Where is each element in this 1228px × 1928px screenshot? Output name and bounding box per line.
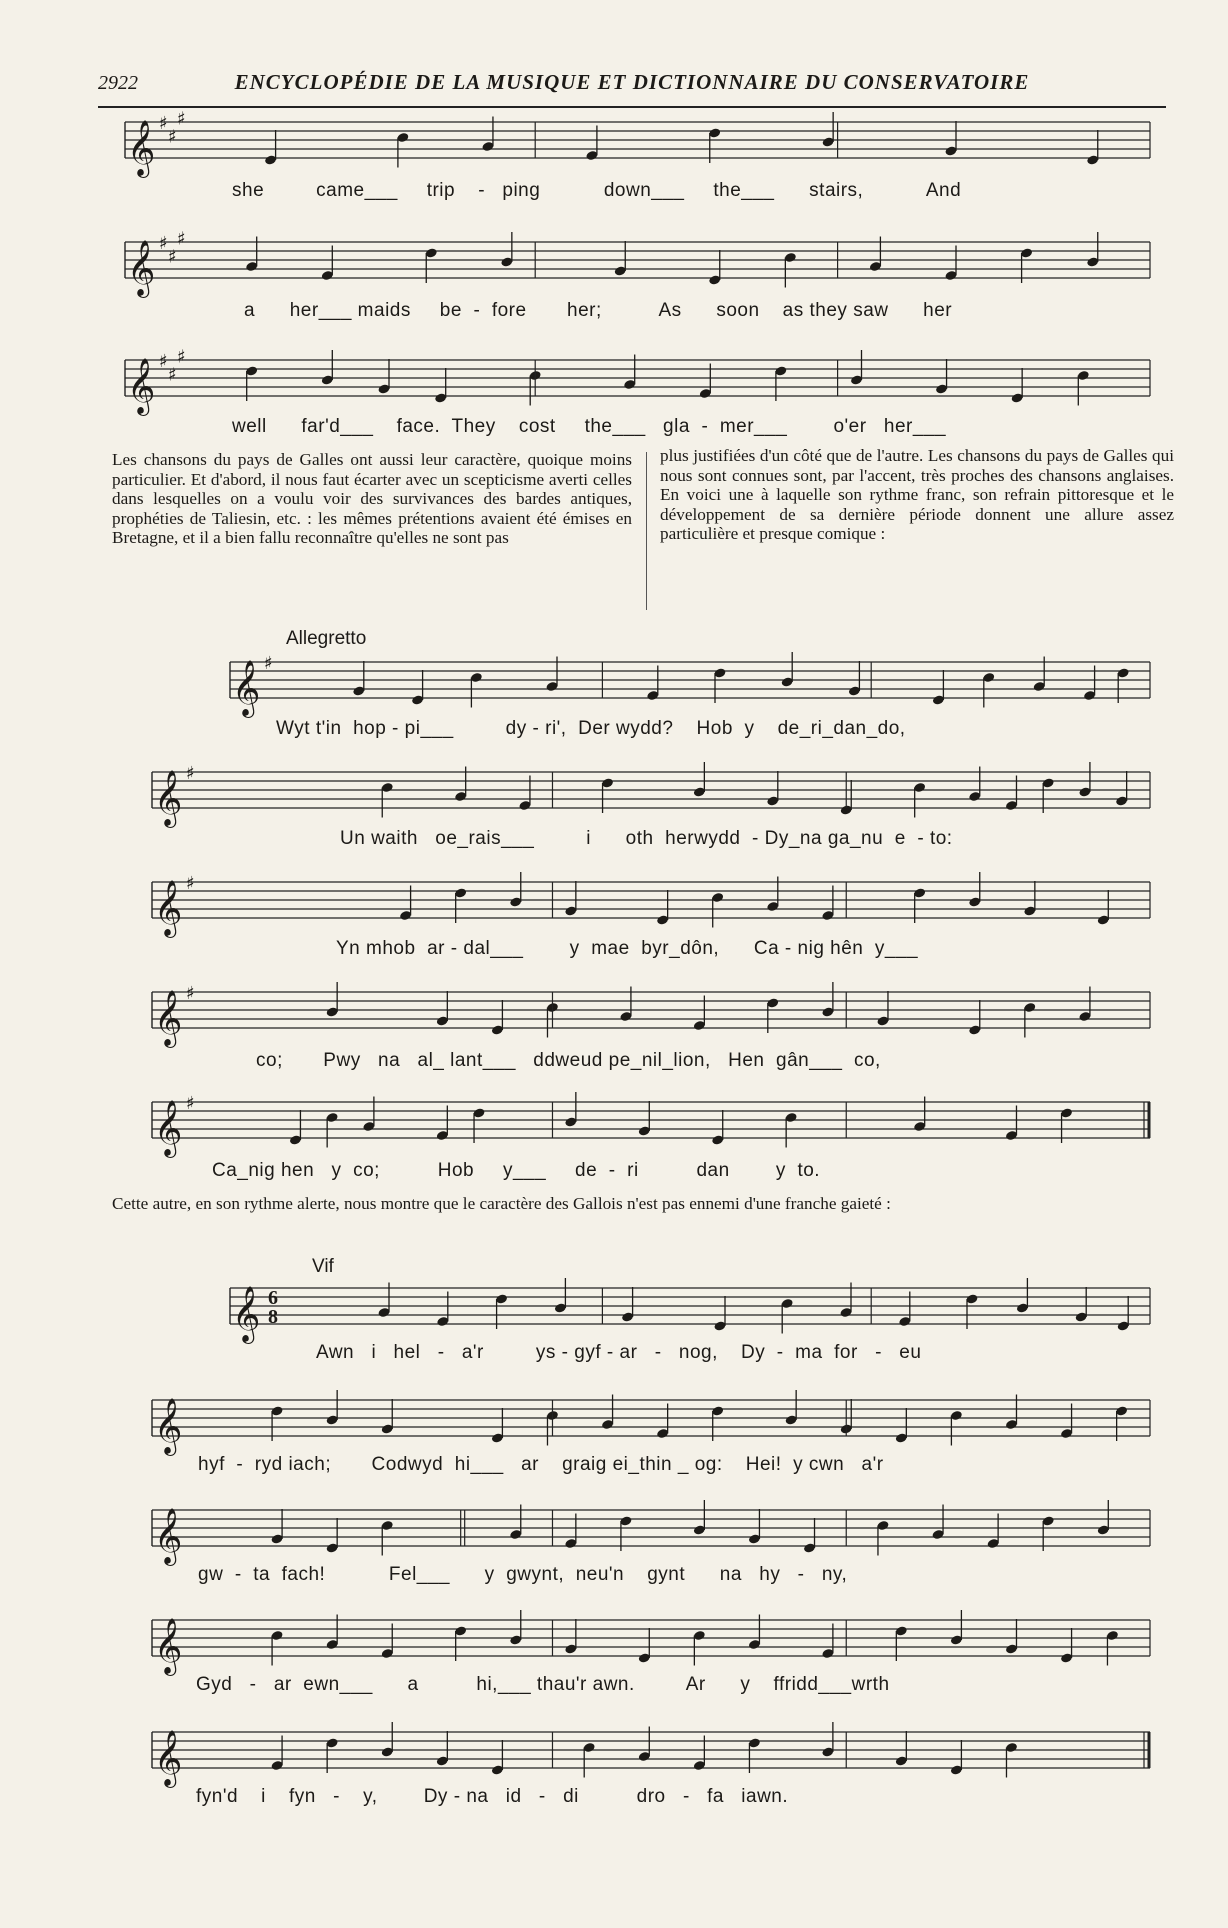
column-divider (646, 452, 647, 610)
svg-text:♯: ♯ (186, 763, 195, 784)
music-system (152, 872, 1150, 936)
staff-graphic (152, 1092, 1150, 1156)
svg-text:𝄞: 𝄞 (154, 770, 183, 826)
staff-graphic (125, 228, 1150, 296)
staff-graphic (230, 652, 1150, 716)
page-number: 2922 (98, 72, 138, 94)
svg-text:6: 6 (268, 1287, 278, 1309)
svg-text:𝄞: 𝄞 (154, 1618, 183, 1674)
music-system (152, 982, 1150, 1046)
lyrics-line: fyn'd i fyn - y, Dy - na id - di dro - fa iawn. (196, 1786, 789, 1807)
svg-text:♯: ♯ (159, 113, 168, 134)
page-header (98, 70, 1166, 108)
svg-text:𝄞: 𝄞 (232, 660, 261, 716)
lyrics-line: hyf - ryd iach; Codwyd hi___ ar graig ei_thin _ og: Hei! y cwn a'r (198, 1454, 884, 1475)
staff-graphic (152, 1390, 1150, 1454)
staff-graphic (230, 1278, 1150, 1342)
staff-graphic (152, 982, 1150, 1046)
svg-text:♯: ♯ (264, 653, 273, 674)
lyrics-line: Un waith oe_rais___ i oth herwydd - Dy_na ga_nu e - to: (340, 828, 953, 849)
music-system (152, 1610, 1150, 1674)
music-system (230, 1278, 1150, 1342)
svg-text:𝄞: 𝄞 (154, 1398, 183, 1454)
paragraph-middle: Cette autre, en son rythme alerte, nous montre que le caractère des Gallois n'est pas ennemi d'une franche gaieté : (112, 1194, 891, 1213)
music-system (125, 108, 1150, 176)
svg-text:𝄞: 𝄞 (154, 1508, 183, 1564)
music-system (152, 1722, 1150, 1786)
lyrics-line: Wyt t'in hop - pi___ dy - ri', Der wydd? Hob y de_ri_dan_do, (276, 718, 906, 739)
svg-text:𝄞: 𝄞 (154, 1100, 183, 1156)
svg-text:8: 8 (268, 1306, 278, 1328)
lyrics-line: she came___ trip - ping down___ the___ stairs, And (232, 180, 962, 201)
music-system (152, 1092, 1150, 1156)
svg-text:♯: ♯ (177, 108, 186, 130)
svg-text:♯: ♯ (168, 246, 177, 268)
tempo-marking: Vif (312, 1256, 334, 1277)
lyrics-line: well far'd___ face. They cost the___ gla - mer___ o'er her___ (232, 416, 947, 437)
staff-graphic (125, 108, 1150, 176)
svg-text:♯: ♯ (186, 983, 195, 1004)
svg-text:𝄞: 𝄞 (127, 358, 156, 414)
lyrics-line: co; Pwy na al_ lant___ ddweud pe_nil_lion, Hen gân___ co, (256, 1050, 881, 1071)
music-system (125, 346, 1150, 414)
svg-text:♯: ♯ (159, 351, 168, 372)
staff-graphic (125, 346, 1150, 414)
svg-text:♯: ♯ (159, 233, 168, 254)
lyrics-line: Yn mhob ar - dal___ y mae byr_dôn, Ca - nig hên y___ (336, 938, 919, 959)
staff-graphic (152, 762, 1150, 826)
svg-text:𝄞: 𝄞 (154, 990, 183, 1046)
svg-text:♯: ♯ (168, 126, 177, 148)
staff-graphic (152, 1610, 1150, 1674)
paragraph-left: Les chansons du pays de Galles ont aussi leur caractère, quoique moins particulier. Et d'abord, il nous faut écarter avec un scepticisme averti celles dans lesquelles on a voulu voir des survivances des bardes antiques, prophéties de Taliesin, etc. : les mêmes prétentions avaient été émises en Bretagne, et il a bien fallu reconnaître qu'elles ne sont pas (112, 450, 632, 548)
music-system (152, 762, 1150, 826)
svg-text:♯: ♯ (177, 346, 186, 368)
svg-text:♯: ♯ (186, 1093, 195, 1114)
staff-graphic (152, 872, 1150, 936)
svg-text:𝄞: 𝄞 (232, 1286, 261, 1342)
lyrics-line: Ca_nig hen y co; Hob y___ de - ri dan y to. (212, 1160, 821, 1181)
paragraph-right: plus justifiées d'un côté que de l'autre. Les chansons du pays de Galles qui nous sont connues sont, par l'accent, très proches des chansons anglaises. En voici une à laquelle son rythme franc, son refrain pittoresque et le développement de sa dernière période donnent une allure assez particulière et presque comique : (660, 446, 1174, 544)
lyrics-line: Gyd - ar ewn___ a hi,___ thau'r awn. Ar y ffridd___wrth (196, 1674, 890, 1695)
music-system (125, 228, 1150, 296)
svg-text:♯: ♯ (186, 873, 195, 894)
svg-text:𝄞: 𝄞 (154, 1730, 183, 1786)
svg-text:𝄞: 𝄞 (127, 120, 156, 176)
svg-text:𝄞: 𝄞 (127, 240, 156, 296)
tempo-marking: Allegretto (286, 628, 367, 649)
staff-graphic (152, 1500, 1150, 1564)
staff-graphic (152, 1722, 1150, 1786)
svg-text:♯: ♯ (177, 228, 186, 250)
music-system (230, 652, 1150, 716)
lyrics-line: a her___ maids be - fore her; As soon as they saw her (244, 300, 953, 321)
lyrics-line: gw - ta fach! Fel___ y gwynt, neu'n gynt na hy - ny, (198, 1564, 848, 1585)
music-system (152, 1390, 1150, 1454)
svg-text:𝄞: 𝄞 (154, 880, 183, 936)
svg-text:♯: ♯ (168, 364, 177, 386)
music-system (152, 1500, 1150, 1564)
running-title: ENCYCLOPÉDIE DE LA MUSIQUE ET DICTIONNAIRE DU CONSERVATOIRE (234, 70, 1030, 94)
lyrics-line: Awn i hel - a'r ys - gyf - ar - nog, Dy - ma for - eu (316, 1342, 922, 1363)
